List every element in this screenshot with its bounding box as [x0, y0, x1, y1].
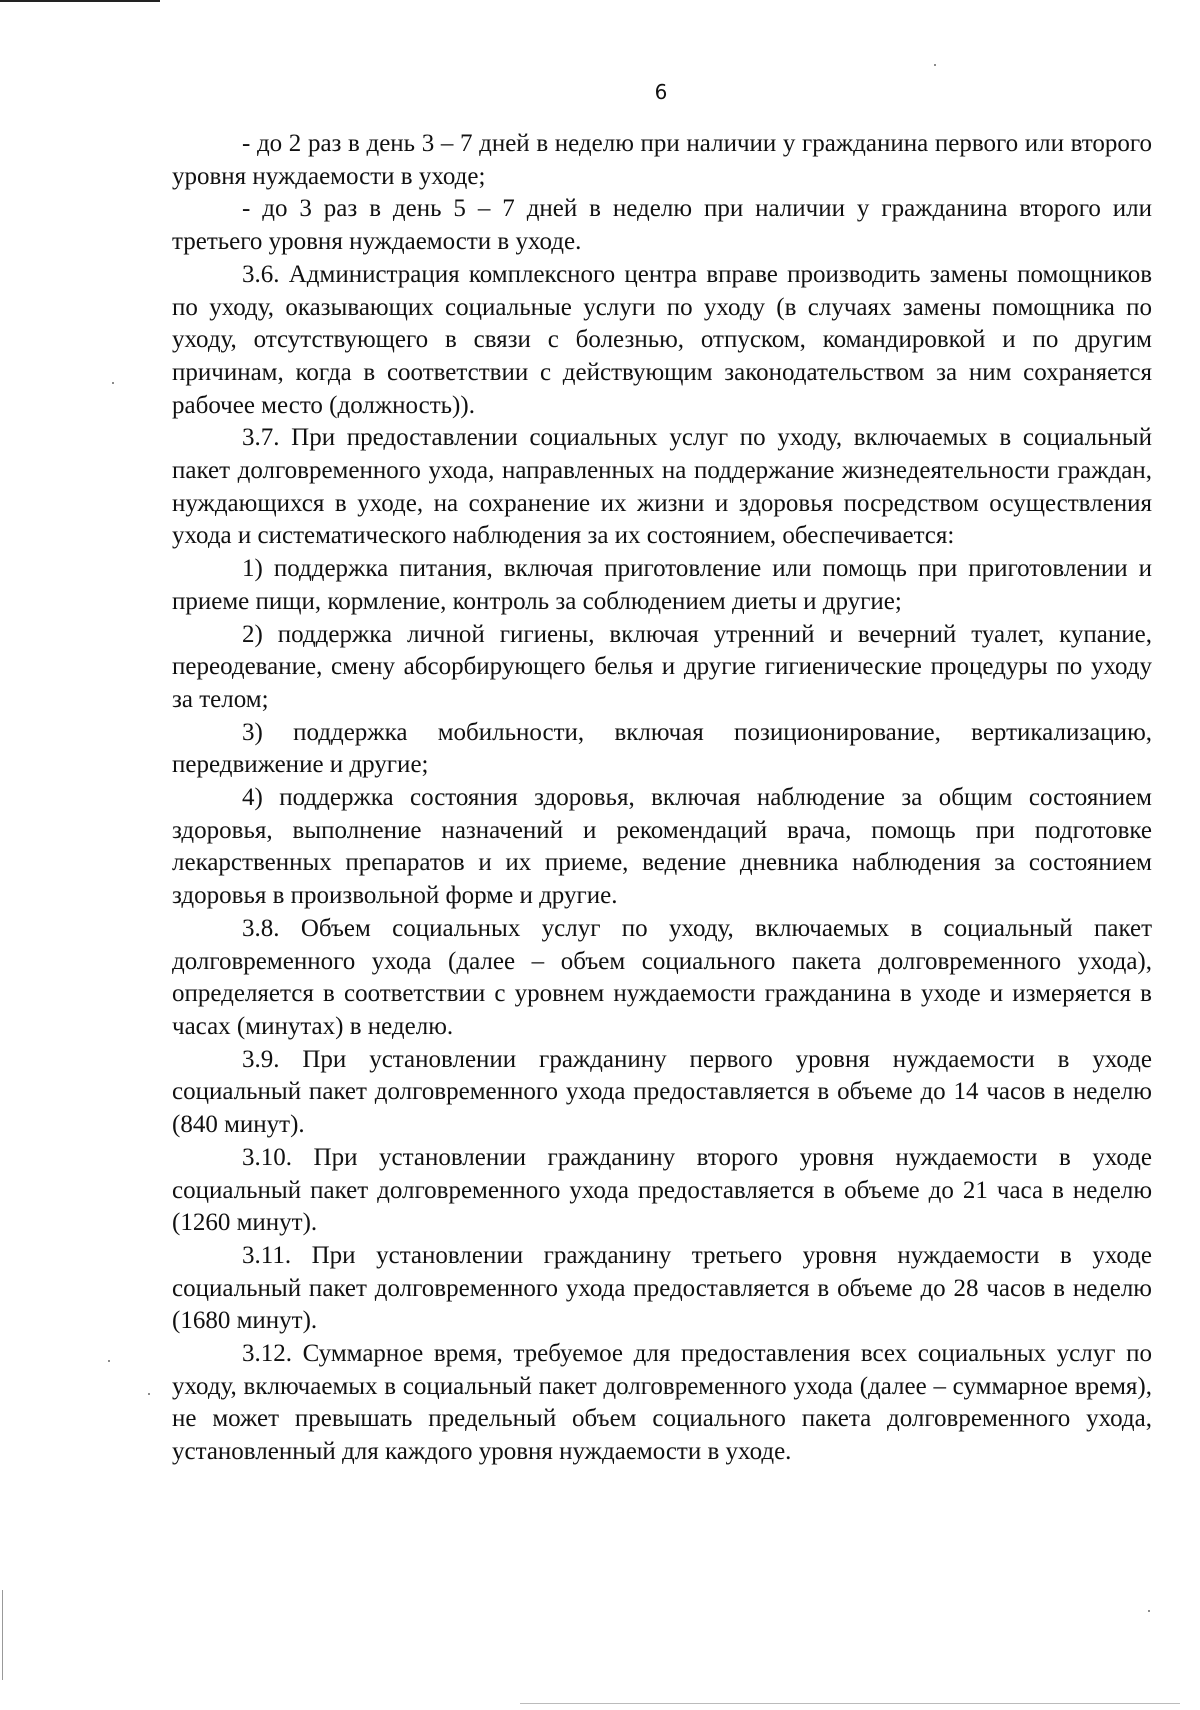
paragraph-3-10: 3.10. При установлении гражданину второго уровня нуждаемости в уходе социальный пакет долговременного ухода предоставляется в объеме до 21 часа в неделю (1260 минут).: [172, 1143, 1152, 1237]
paragraph-3-8: 3.8. Объем социальных услуг по уходу, включаемых в социальный пакет долговременного ухода (далее – объем социального пакета долговременного ухода), определяется в соответствии с уровнем нуждаемости гражданина в уходе и измеряется в часах (минутах) в неделю.: [172, 914, 1152, 1040]
scan-left-edge-mark: [2, 1590, 3, 1680]
scan-bottom-rule: [520, 1703, 1180, 1704]
paragraph-list-item-2: 2) поддержка личной гигиены, включая утренний и вечерний туалет, купание, переодевание, смену абсорбирующего белья и другие гигиенические процедуры по уходу за телом;: [172, 620, 1152, 713]
paragraph-list-item-1: 1) поддержка питания, включая приготовление или помощь при приготовлении и приеме пищи, кормление, контроль за соблюдением диеты и другие;: [172, 555, 1152, 615]
scan-speck: [1148, 1610, 1150, 1612]
paragraph-3-6: 3.6. Администрация комплексного центра вправе производить замены помощников по уходу, оказывающих социальные услуги по уходу (в случаях замены помощника по уходу, отсутствующего в связи с болезнью, отпуском, командировкой и по другим причинам, когда в соответствии с действующим законодательством за ним сохраняется рабочее место (должность)).: [172, 260, 1152, 419]
body-text: [172, 128, 1152, 1469]
paragraph-3-12: 3.12. Суммарное время, требуемое для предоставления всех социальных услуг по уходу, включаемых в социальный пакет долговременного ухода (далее – суммарное время), не может превышать предельный объем социального пакета долговременного ухода, установленный для каждого уровня нуждаемости в уходе.: [172, 1340, 1152, 1466]
scan-speck: [112, 382, 114, 384]
scan-speck: [934, 64, 936, 66]
paragraph-list-item-3: 3) поддержка мобильности, включая позиционирование, вертикализацию, передвижение и другие;: [172, 718, 1152, 779]
paragraph-dash-item-1: - до 2 раз в день 3 – 7 дней в неделю при наличии у гражданина первого или второго уровня нуждаемости в уходе;: [172, 130, 1152, 190]
paragraph-dash-item-2: - до 3 раз в день 5 – 7 дней в неделю при наличии у гражданина второго или третьего уровня нуждаемости в уходе.: [172, 195, 1152, 256]
paragraph-3-9: 3.9. При установлении гражданину первого уровня нуждаемости в уходе социальный пакет долговременного ухода предоставляется в объеме до 14 часов в неделю (840 минут).: [172, 1045, 1152, 1139]
paragraph-list-item-4: 4) поддержка состояния здоровья, включая наблюдение за общим состоянием здоровья, выполнение назначений и рекомендаций врача, помощь при подготовке лекарственных препаратов и их приеме, ведение дневника наблюдения за состоянием здоровья в произвольной форме и другие.: [172, 784, 1152, 910]
scan-top-rule: [0, 0, 160, 2]
scan-speck: [108, 1360, 110, 1362]
paragraph-3-7: 3.7. При предоставлении социальных услуг по уходу, включаемых в социальный пакет долговременного ухода, направленных на поддержание жизнедеятельности граждан, нуждающихся в уходе, на сохранение их жизни и здоровья посредством осуществления ухода и систематического наблюдения за их состоянием, обеспечивается:: [172, 424, 1152, 550]
scan-speck: [148, 1393, 150, 1395]
page-number: 6: [654, 80, 668, 104]
paragraph-3-11: 3.11. При установлении гражданину третьего уровня нуждаемости в уходе социальный пакет долговременного ухода предоставляется в объеме до 28 часов в неделю (1680 минут).: [172, 1241, 1152, 1335]
